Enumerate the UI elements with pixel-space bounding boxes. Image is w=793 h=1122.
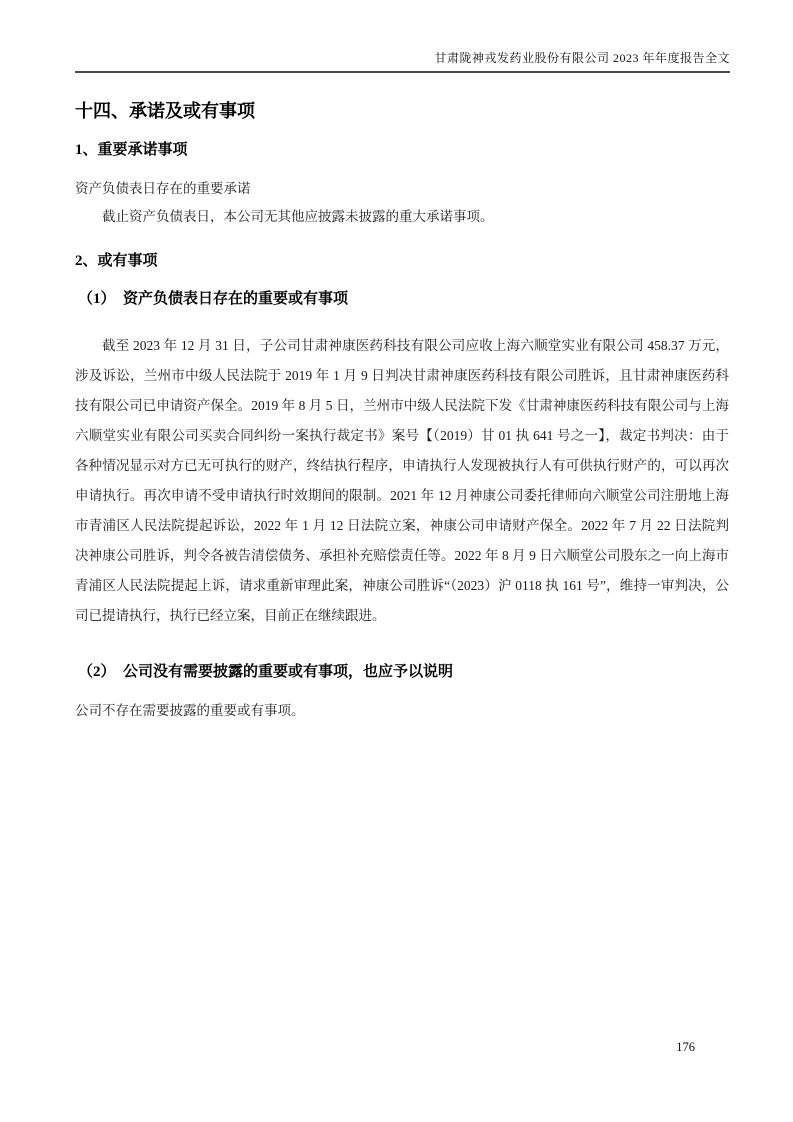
document-content <box>75 99 729 721</box>
section-2-item-2-heading: （2） 公司没有需要披露的重要或有事项，也应予以说明 <box>78 664 454 680</box>
section-2-heading: 2、或有事项 <box>75 253 158 269</box>
section-1-heading: 1、重要承诺事项 <box>75 142 188 158</box>
section-2-item-1-body: 截至 2023 年 12 月 31 日，子公司甘肃神康医药科技有限公司应收上海六顺堂实业有限公司 458.37 万元，涉及诉讼，兰州市中级人民法院于 2019 年 1 月 9 日判决甘肃神康医药科技有限公司胜诉，且甘肃神康医药科技有限公司已申请资产保全。2019 年 8 月 5 日，兰州市中级人民法院下发《甘肃神康医药科技有限公司与上海六顺堂实业有限公司买卖合同纠纷一案执行裁定书》案号【（2019）甘 01 执 641 号之一】，裁定书判决：由于各种情况显示对方已无可执行的财产，终结执行程序，申请执行人发现被执行人有可供执行财产的，可以再次申请执行。再次申请不受申请执行时效期间的限制。2021 年 12 月神康公司委托律师向六顺堂公司注册地上海市青浦区人民法院提起诉讼，2022 年 1 月 12 日法院立案，神康公司申请财产保全。2022 年 7 月 22 日法院判决神康公司胜诉，判令各被告清偿债务、承担补充赔偿责任等。2022 年 8 月 9 日六顺堂公司股东之一向上海市青浦区人民法院提起上诉，请求重新审理此案，神康公司胜诉“（2023）沪 0118 执 161 号”，维持一审判决，公司已提请执行，执行已经立案，目前正在继续跟进。 <box>75 338 729 623</box>
section-2-item-2-body: 公司不存在需要披露的重要或有事项。 <box>75 703 305 718</box>
page-header <box>75 50 730 66</box>
section-1-label: 资产负债表日存在的重要承诺 <box>75 181 251 196</box>
page-number: 176 <box>676 1040 695 1054</box>
chapter-title: 十四、承诺及或有事项 <box>75 101 255 121</box>
section-2-item-1-heading: （1） 资产负债表日存在的重要或有事项 <box>78 291 349 307</box>
header-title: 甘肃陇神戎发药业股份有限公司 2023 年年度报告全文 <box>434 51 730 65</box>
section-1-body: 截止资产负债表日，本公司无其他应披露未披露的重大承诺事项。 <box>102 209 494 224</box>
header-rule <box>75 71 730 73</box>
